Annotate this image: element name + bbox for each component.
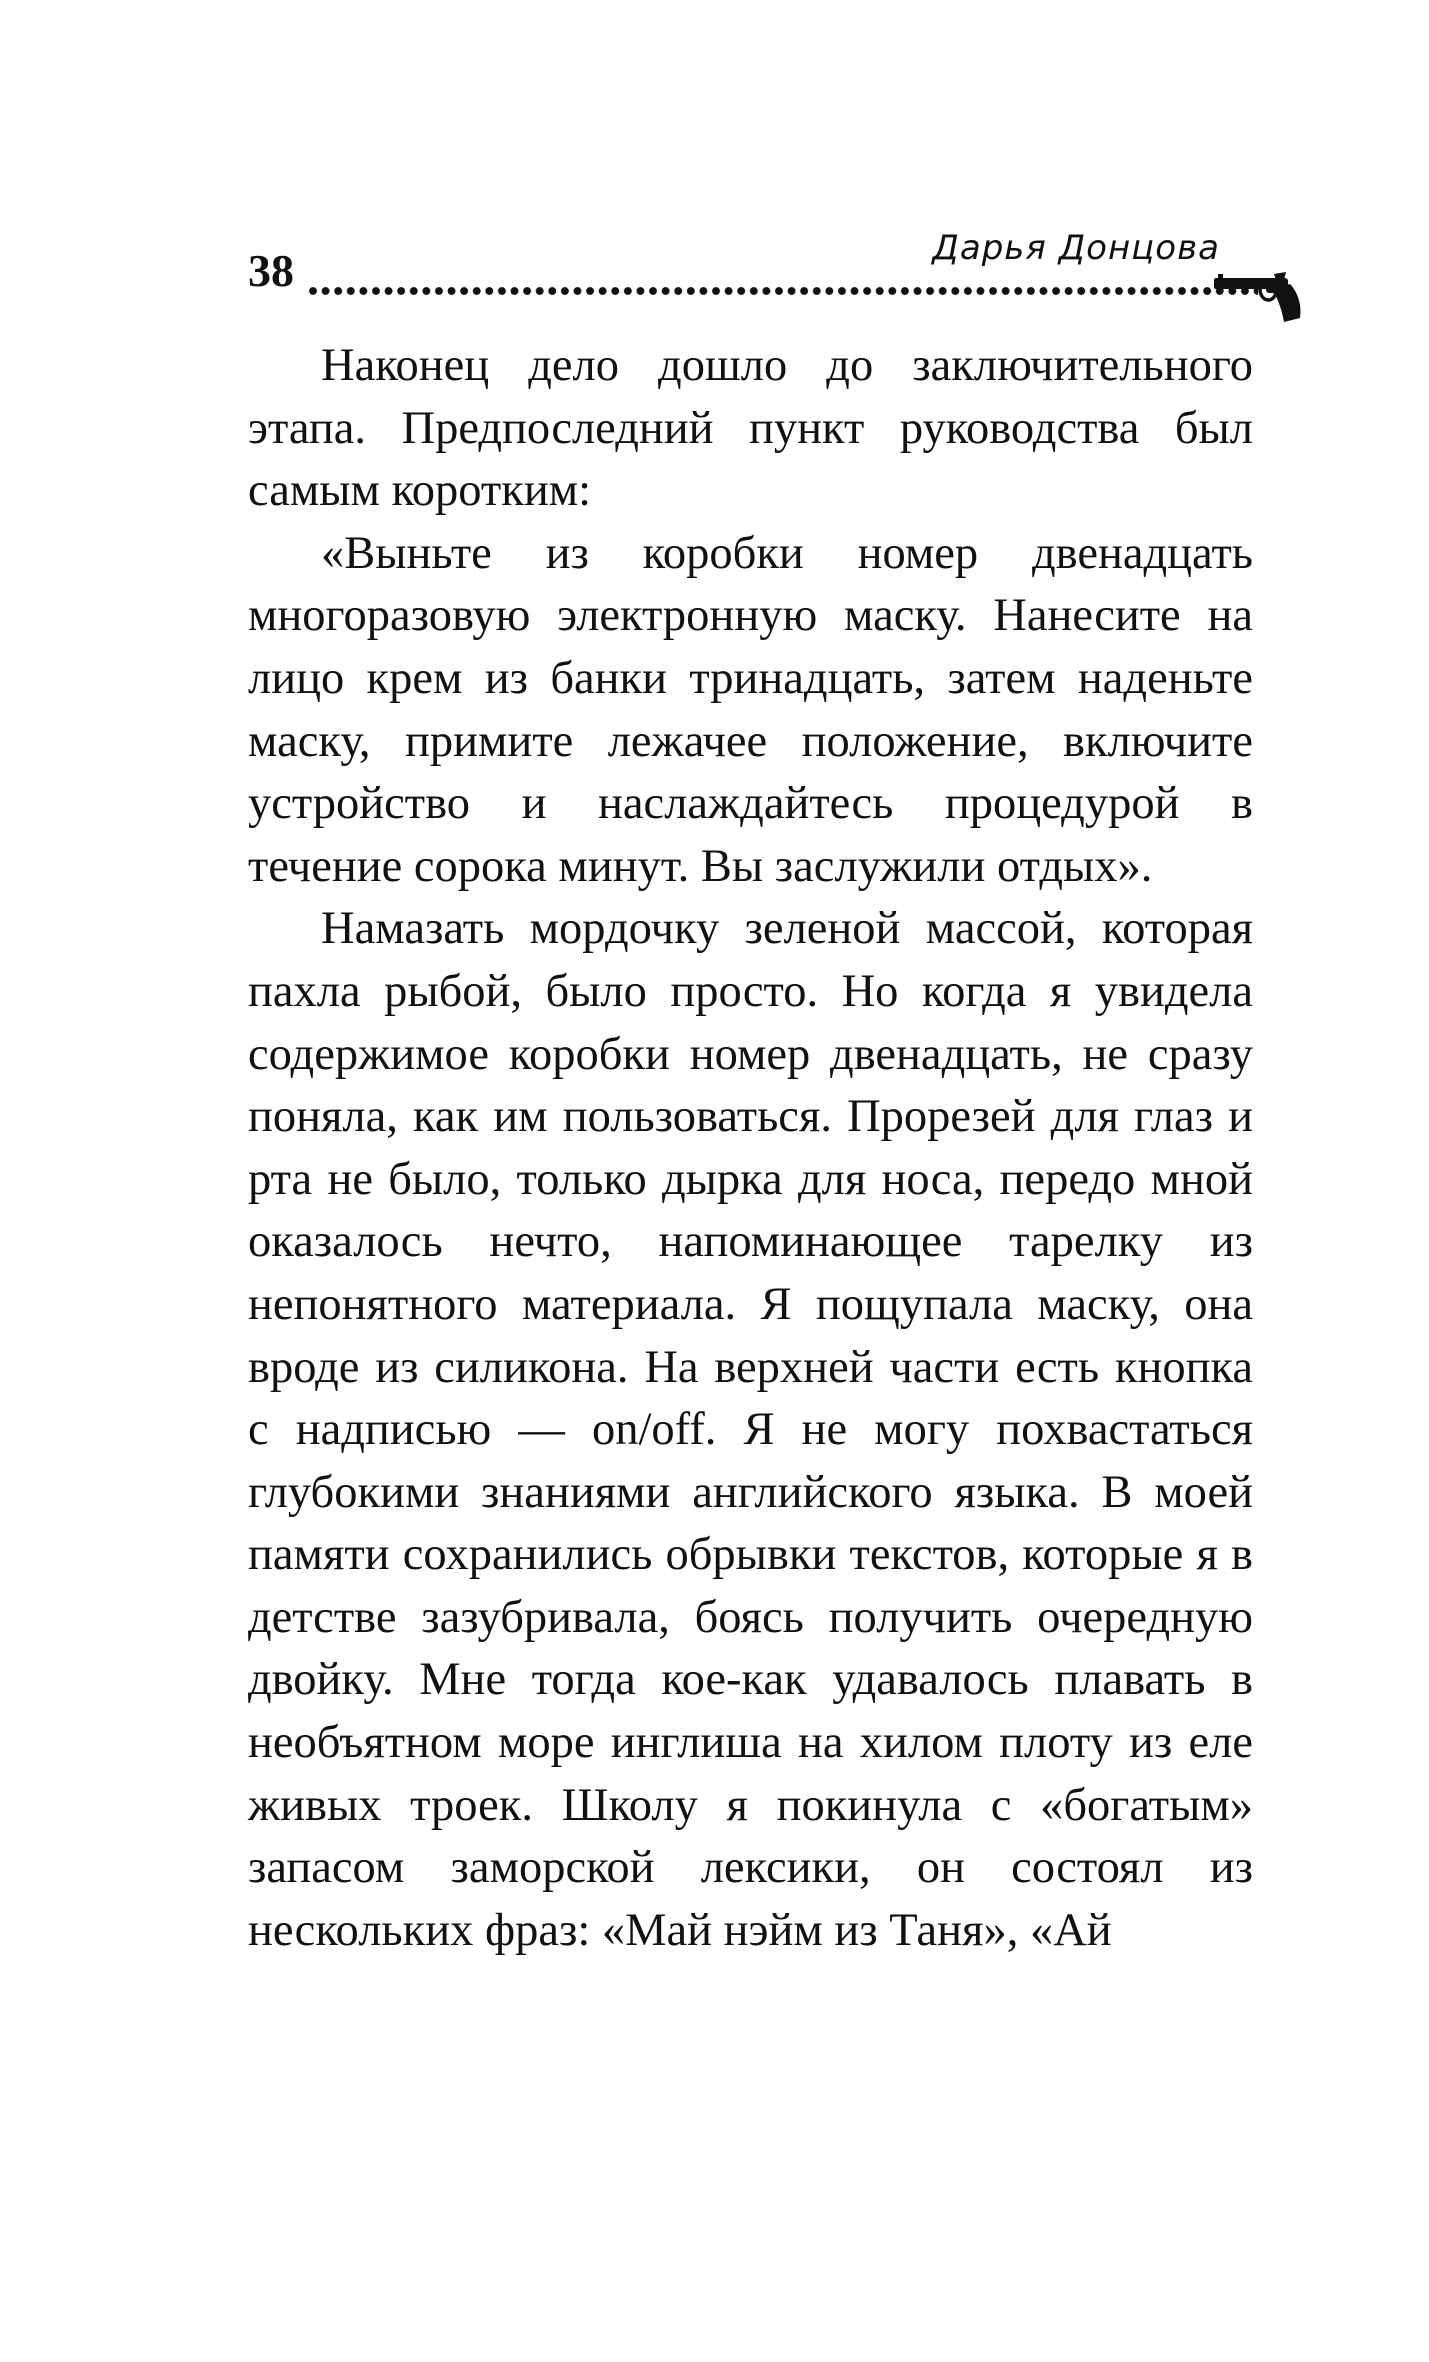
body-text: [248, 335, 1253, 1962]
pistol-icon: [1214, 270, 1304, 324]
paragraph: «Выньте из коробки номер двенадцать многоразовую электронную маску. Нанесите на лицо крем из банки тринадцать, затем наденьте маску, примите лежачее положение, включите устройство и наслаждайтесь процедурой в течение сорока минут. Вы заслужили отдых».: [248, 527, 1253, 892]
paragraph: Наконец дело дошло до заключительного этапа. Предпоследний пункт руководства был самым коротким:: [248, 340, 1253, 517]
author-name: Дарья Донцова: [932, 228, 1220, 268]
paragraph: Намазать мордочку зеленой массой, которая пахла рыбой, было просто. Но когда я увидела содержимое коробки номер двенадцать, не сразу поняла, как им пользоваться. Прорезей для глаз и рта не было, только дырка для носа, передо мной оказалось нечто, напоминающее тарелку из непонятного материала. Я пощупала маску, она вроде из силикона. На верхней части есть кнопка с надписью — on/​off. Я не могу похвастаться глубокими знаниями английского языка. В моей памяти сохранились обрывки текстов, которые я в детстве зазубривала, боясь получить очередную двойку. Мне тогда кое-как удавалось плавать в необъятном море инглиша на хилом плоту из еле живых троек. Школу я покинула с «богатым» запасом заморской лексики, он состоял из нескольких фраз: «Май нэйм из Таня», «Ай: [248, 903, 1253, 1956]
dot-leader: [308, 286, 1258, 298]
running-header: [248, 228, 1300, 328]
page-number: 38: [248, 245, 294, 296]
